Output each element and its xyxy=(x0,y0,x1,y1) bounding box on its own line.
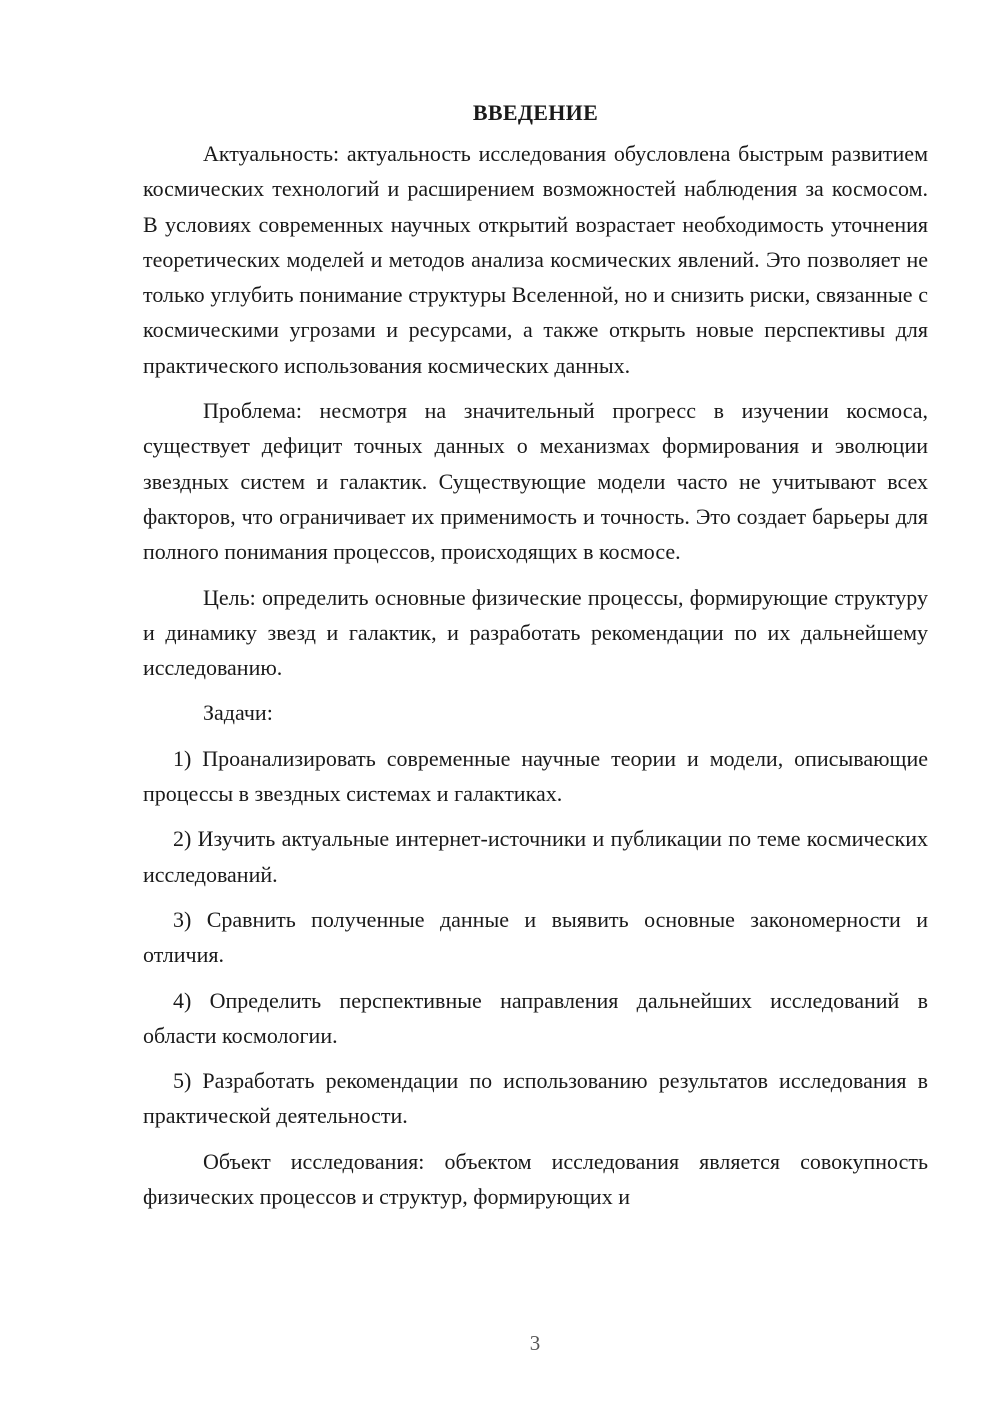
problem-paragraph: Проблема: несмотря на значительный прогресс в изучении космоса, существует дефицит точных данных о механизмах формирования и эволюции звездных систем и галактик. Существующие модели часто не учитывают всех факторов, что ограничивает их применимость и точность. Это создает барьеры для полного понимания процессов, происходящих в космосе. xyxy=(143,398,928,565)
task-item-3: 3) Сравнить полученные данные и выявить основные закономерности и отличия. xyxy=(143,906,928,968)
task-item-5: 5) Разработать рекомендации по использованию результатов исследования в практической деятельности. xyxy=(143,1068,928,1129)
relevance-paragraph: Актуальность: актуальность исследования обусловлена быстрым развитием космических технологий и расширением возможностей наблюдения за космосом. В условиях современных научных открытий возрастает необходимость уточнения теоретических моделей и методов анализа космических явлений. Это позволяет не только углубить понимание структуры Вселенной, но и снизить риски, связанные с космическими угрозами и ресурсами, а также открыть новые перспективы для практического использования космических данных. xyxy=(143,141,928,378)
task-item-2: 2) Изучить актуальные интернет-источники и публикации по теме космических исследований. xyxy=(143,826,928,887)
goal-paragraph: Цель: определить основные физические процессы, формирующие структуру и динамику звезд и галактик, и разработать рекомендации по их дальнейшему исследованию. xyxy=(143,584,928,681)
task-item-4: 4) Определить перспективные направления дальнейших исследований в области космологии. xyxy=(143,987,928,1048)
tasks-label: Задачи: xyxy=(203,700,273,726)
task-item-1: 1) Проанализировать современные научные теории и модели, описывающие процессы в звездных системах и галактиках. xyxy=(143,745,928,807)
section-heading: ВВЕДЕНИЕ xyxy=(472,100,599,125)
page-number: 3 xyxy=(529,1331,541,1355)
object-paragraph: Объект исследования: объектом исследования является совокупность физических процессов и структур, формирующих и xyxy=(143,1148,928,1210)
page-content xyxy=(143,95,928,1224)
